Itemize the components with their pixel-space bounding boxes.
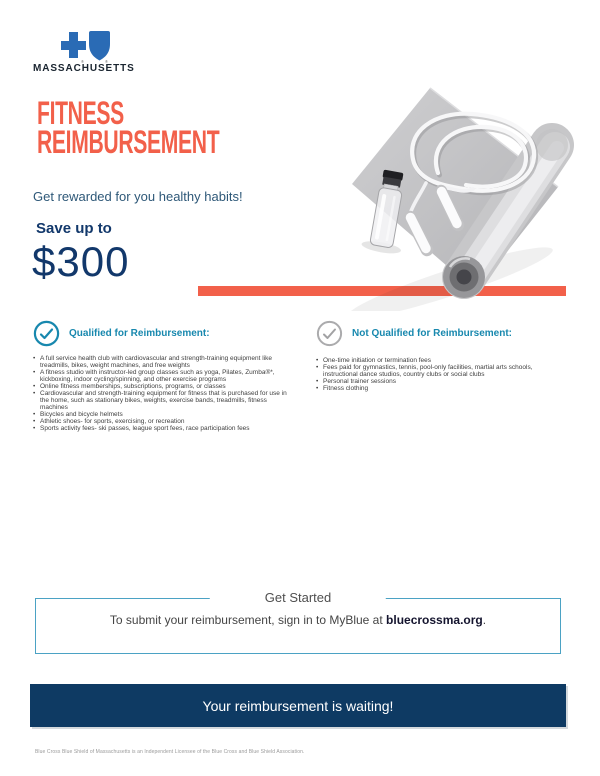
fitness-equipment-photo bbox=[340, 85, 600, 311]
bullet-item: • Sports activity fees- ski passes, league sport fees, race participation fees bbox=[33, 425, 295, 432]
not-qualified-header-row bbox=[316, 320, 568, 347]
shield-trademark-symbol: ® bbox=[105, 59, 108, 64]
qualified-list bbox=[33, 355, 295, 432]
page-title-line1: FITNESS bbox=[37, 95, 124, 131]
hero-subtitle: Get rewarded for you healthy habits! bbox=[33, 189, 243, 204]
bullet-item: • Athletic shoes- for sports, exercising, or recreation bbox=[33, 418, 295, 425]
not-qualified-list bbox=[316, 357, 568, 392]
page-title bbox=[37, 95, 220, 160]
bullet-item: • Fitness clothing bbox=[316, 385, 568, 392]
get-started-title: Get Started bbox=[210, 590, 386, 605]
bullet-item: • Fees paid for gymnastics, tennis, pool-only facilities, martial arts schools, instructional dance studios, country clubs or social clubs bbox=[316, 364, 568, 378]
bullet-item: • Bicycles and bicycle helmets bbox=[33, 411, 295, 418]
bullet-item: • A full service health club with cardiovascular and strength-training equipment like treadmills, bikes, weight machines, and free weights bbox=[33, 355, 295, 369]
reimbursement-banner bbox=[30, 684, 566, 727]
blue-cross-icon bbox=[61, 32, 86, 58]
save-amount: $300 bbox=[32, 238, 130, 285]
instruction-text: To submit your reimbursement, sign in to MyBlue at bbox=[109, 613, 387, 627]
logo-wordmark: MASSACHUSETTS bbox=[33, 63, 135, 74]
bluecrossma-link[interactable]: bluecrossma.org bbox=[386, 613, 483, 627]
blue-shield-icon bbox=[89, 31, 110, 61]
bullet-item: • One-time initiation or termination fees bbox=[316, 357, 568, 364]
get-started-box bbox=[35, 590, 561, 654]
cross-trademark-symbol: ® bbox=[81, 59, 84, 64]
bullet-item: • A fitness studio with instructor-led group classes such as yoga, Pilates, Zumba®*, kickboxing, indoor cycling/spinning, and other exercise programs bbox=[33, 369, 295, 383]
check-circle-icon bbox=[33, 320, 60, 347]
legal-disclaimer: Blue Cross Blue Shield of Massachusetts is an Independent Licensee of the Blue Cross and Blue Shield Association. bbox=[35, 749, 305, 755]
bullet-item: • Cardiovascular and strength-training equipment for fitness that is purchased for use in the home, such as stationary bikes, weights, exercise bands, treadmills, fitness machines bbox=[33, 390, 295, 411]
page-title-line2: REIMBURSEMENT bbox=[37, 123, 220, 160]
save-up-to-label: Save up to bbox=[36, 220, 112, 237]
qualified-header-row bbox=[33, 320, 295, 347]
not-qualified-header: Not Qualified for Reimbursement: bbox=[352, 328, 513, 339]
instruction-period: . bbox=[482, 613, 487, 627]
banner-message: Your reimbursement is waiting! bbox=[202, 697, 394, 714]
qualified-section bbox=[33, 320, 295, 432]
qualified-header: Qualified for Reimbursement: bbox=[69, 328, 210, 339]
get-started-instruction bbox=[36, 613, 560, 627]
not-qualified-section bbox=[316, 320, 568, 392]
bullet-item: • Personal trainer sessions bbox=[316, 378, 568, 385]
check-circle-gray-icon bbox=[316, 320, 343, 347]
bullet-item: • Online fitness memberships, subscriptions, programs, or classes bbox=[33, 383, 295, 390]
